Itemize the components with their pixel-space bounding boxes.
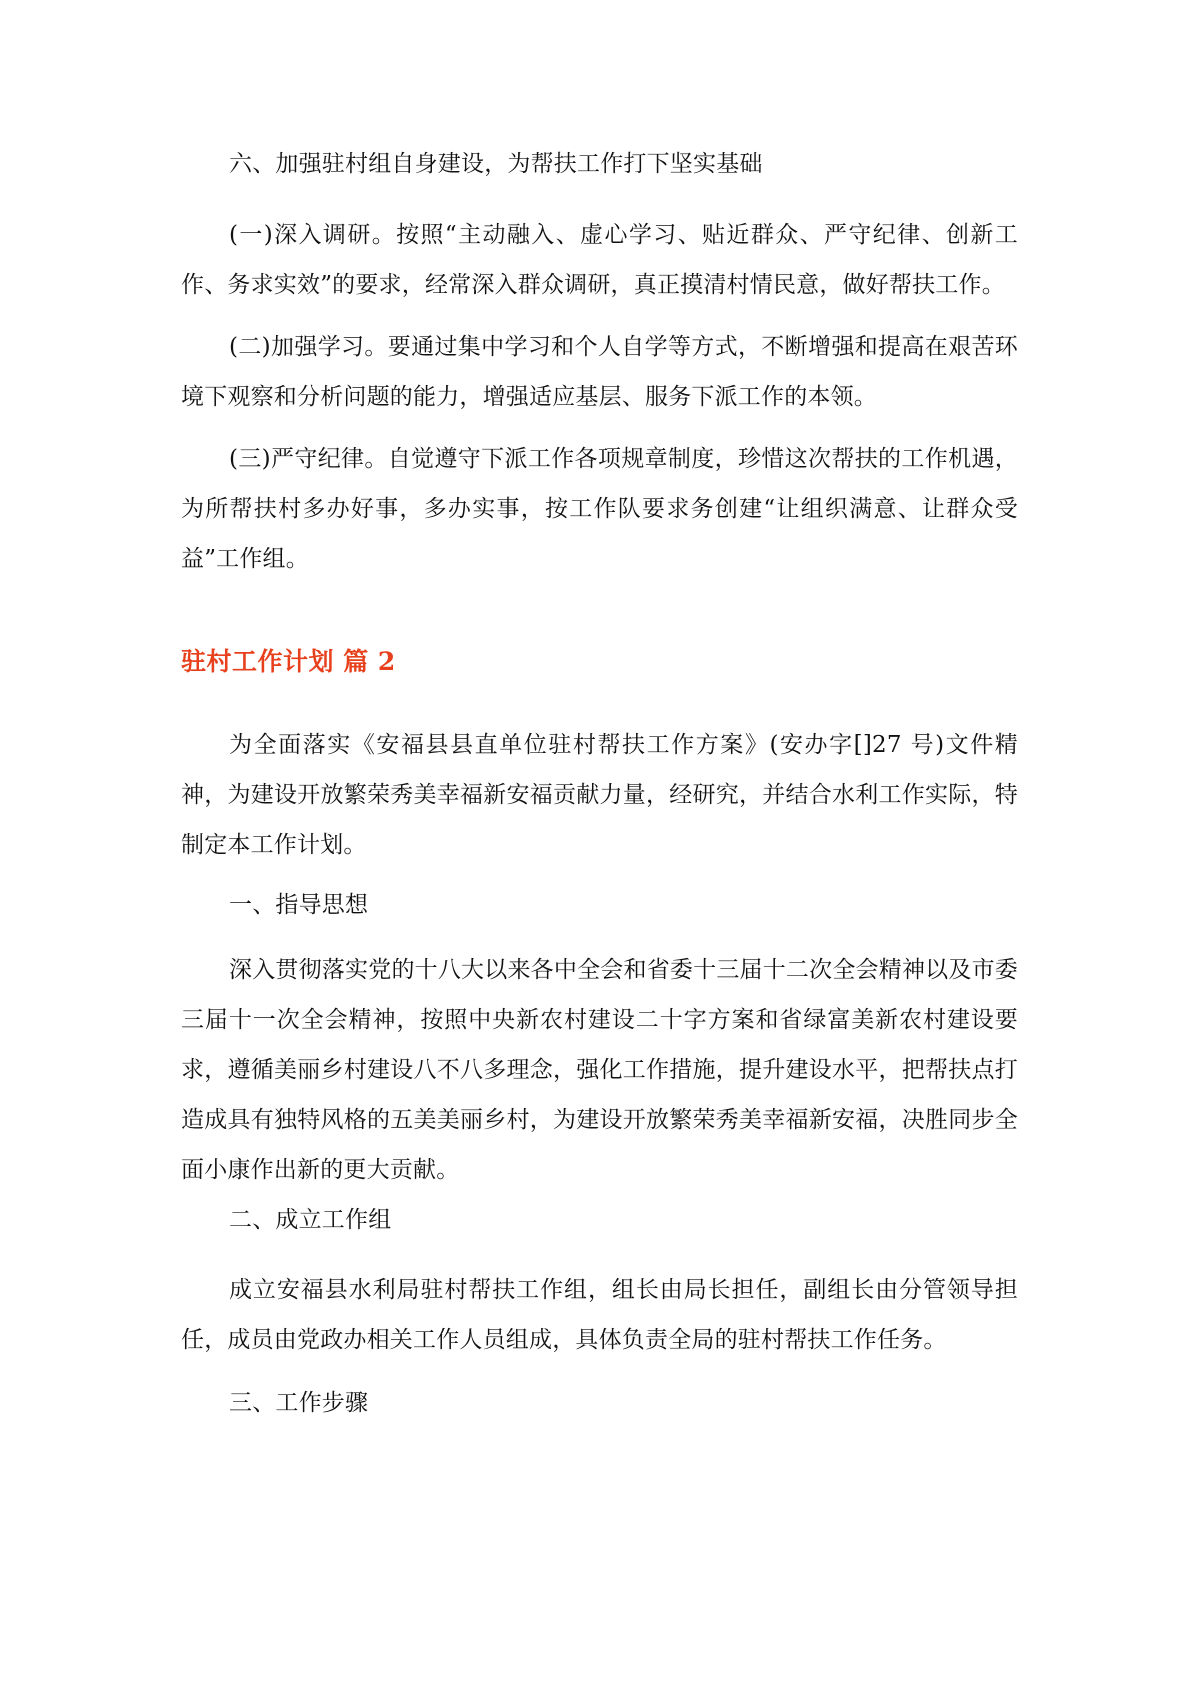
heading-guiding-thought: 一、指导思想 <box>229 892 369 918</box>
plan-title: 驻村工作计划 篇 2 <box>181 647 396 676</box>
section-heading-six: 六、加强驻村组自身建设，为帮扶工作打下坚实基础 <box>229 151 763 177</box>
paragraph-study: (二)加强学习。要通过集中学习和个人自学等方式，不断增强和提高在艰苦环境下观察和分析问题的能力，增强适应基层、服务下派工作的本领。 <box>181 334 1018 410</box>
paragraph-research: (一)深入调研。按照“主动融入、虚心学习、贴近群众、严守纪律、创新工作、务求实效”的要求，经常深入群众调研，真正摸清村情民意，做好帮扶工作。 <box>181 222 1018 298</box>
paragraph-work-group: 成立安福县水利局驻村帮扶工作组，组长由局长担任，副组长由分管领导担任，成员由党政办相关工作人员组成，具体负责全局的驻村帮扶工作任务。 <box>181 1277 1018 1353</box>
heading-work-group: 二、成立工作组 <box>229 1207 392 1233</box>
paragraph-discipline: (三)严守纪律。自觉遵守下派工作各项规章制度，珍惜这次帮扶的工作机遇，为所帮扶村多办好事，多办实事，按工作队要求务创建“让组织满意、让群众受益”工作组。 <box>181 446 1018 572</box>
paragraph-guiding-thought: 深入贯彻落实党的十八大以来各中全会和省委十三届十二次全会精神以及市委三届十一次全会精神，按照中央新农村建设二十字方案和省绿富美新农村建设要求，遵循美丽乡村建设八不八多理念，强化工作措施，提升建设水平，把帮扶点打造成具有独特风格的五美美丽乡村，为建设开放繁荣秀美幸福新安福，决胜同步全面小康作出新的更大贡献。 <box>181 957 1018 1183</box>
heading-work-steps: 三、工作步骤 <box>229 1390 369 1416</box>
paragraph-intro: 为全面落实《安福县县直单位驻村帮扶工作方案》(安办字[]27 号)文件精神，为建设开放繁荣秀美幸福新安福贡献力量，经研究，并结合水利工作实际，特制定本工作计划。 <box>181 732 1018 858</box>
